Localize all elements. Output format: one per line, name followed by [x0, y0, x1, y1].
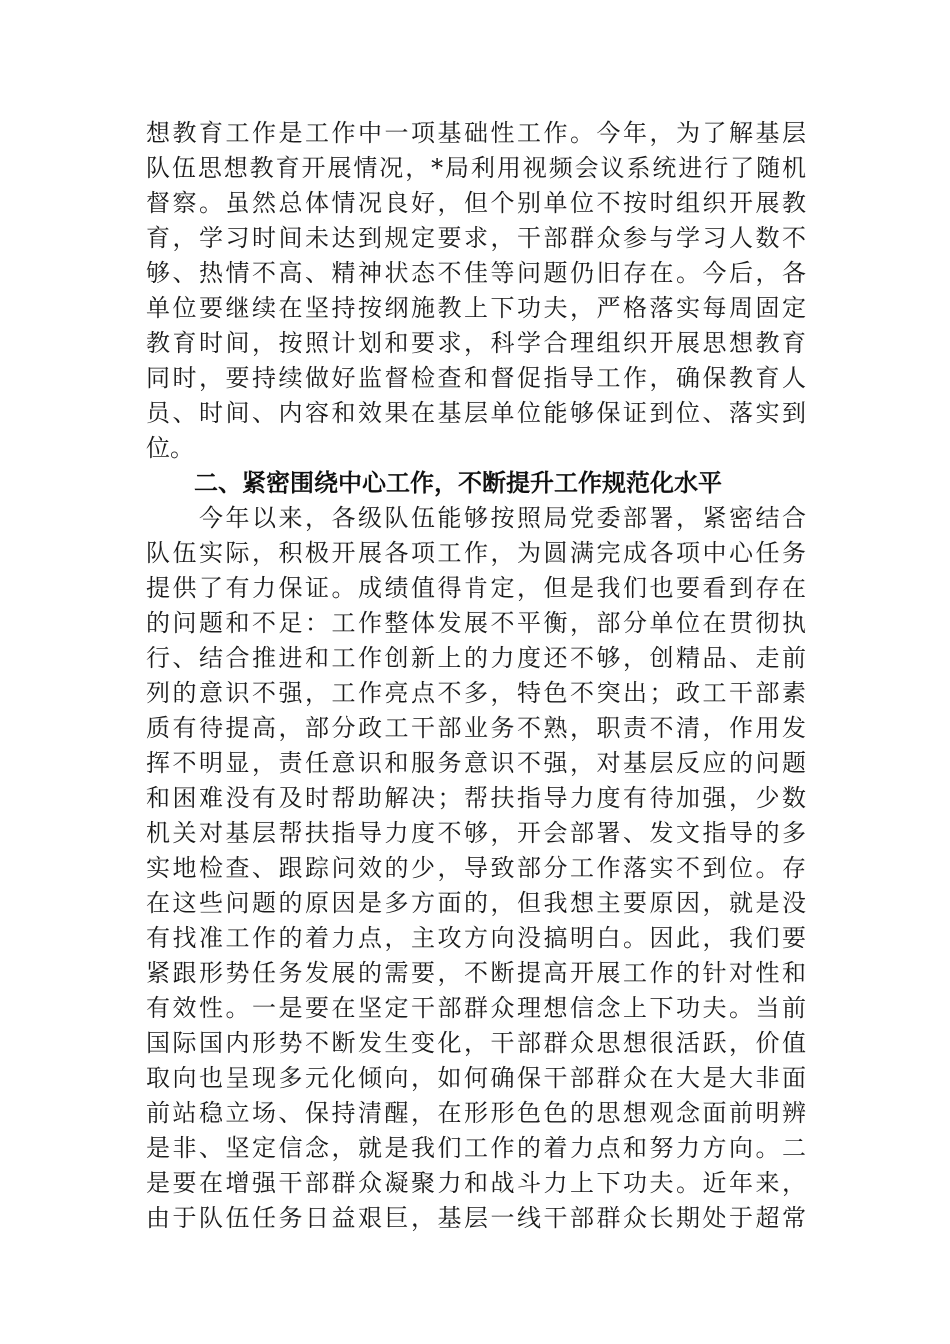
text-line: 挥不明显，责任意识和服务意识不强，对基层反应的问题	[146, 749, 806, 777]
text-line: 的问题和不足：工作整体发展不平衡，部分单位在贯彻执	[146, 609, 806, 637]
text-line: 机关对基层帮扶指导力度不够，开会部署、发文指导的多	[146, 819, 806, 847]
text-line: 在这些问题的原因是多方面的，但我想主要原因，就是没	[146, 889, 806, 917]
text-line: 是非、坚定信念，就是我们工作的着力点和努力方向。二	[146, 1134, 806, 1162]
text-line: 督察。虽然总体情况良好，但个别单位不按时组织开展教	[146, 189, 806, 217]
document-body	[146, 116, 806, 1236]
text-line: 想教育工作是工作中一项基础性工作。今年，为了解基层	[146, 119, 806, 147]
text-line: 单位要继续在坚持按纲施教上下功夫，严格落实每周固定	[146, 294, 806, 322]
text-line: 列的意识不强，工作亮点不多，特色不突出；政工干部素	[146, 679, 806, 707]
text-line: 有效性。一是要在坚定干部群众理想信念上下功夫。当前	[146, 994, 806, 1022]
text-line: 队伍实际，积极开展各项工作，为圆满完成各项中心任务	[146, 539, 806, 567]
text-line: 是要在增强干部群众凝聚力和战斗力上下功夫。近年来，	[146, 1169, 806, 1197]
text-line: 实地检查、跟踪问效的少，导致部分工作落实不到位。存	[146, 854, 806, 882]
section-heading: 二、紧密围绕中心工作，不断提升工作规范化水平	[194, 469, 722, 497]
text-line: 国际国内形势不断发生变化，干部群众思想很活跃，价值	[146, 1029, 806, 1057]
text-line: 今年以来，各级队伍能够按照局党委部署，紧密结合	[146, 504, 806, 532]
text-line: 前站稳立场、保持清醒，在形形色色的思想观念面前明辨	[146, 1099, 806, 1127]
text-line: 由于队伍任务日益艰巨，基层一线干部群众长期处于超常	[146, 1204, 806, 1232]
text-line: 和困难没有及时帮助解决；帮扶指导力度有待加强，少数	[146, 784, 806, 812]
text-line: 队伍思想教育开展情况，*局利用视频会议系统进行了随机	[146, 154, 806, 182]
paragraph-thought-education	[146, 116, 806, 466]
text-line: 教育时间，按照计划和要求，科学合理组织开展思想教育	[146, 329, 806, 357]
text-line: 取向也呈现多元化倾向，如何确保干部群众在大是大非面	[146, 1064, 806, 1092]
text-line: 育，学习时间未达到规定要求，干部群众参与学习人数不	[146, 224, 806, 252]
text-line: 质有待提高，部分政工干部业务不熟，职责不清，作用发	[146, 714, 806, 742]
text-line: 有找准工作的着力点，主攻方向没搞明白。因此，我们要	[146, 924, 806, 952]
text-line: 位。	[146, 434, 194, 462]
text-line: 同时，要持续做好监督检查和督促指导工作，确保教育人	[146, 364, 806, 392]
text-line: 行、结合推进和工作创新上的力度还不够，创精品、走前	[146, 644, 806, 672]
text-line: 员、时间、内容和效果在基层单位能够保证到位、落实到	[146, 399, 806, 427]
text-line: 提供了有力保证。成绩值得肯定，但是我们也要看到存在	[146, 574, 806, 602]
text-line: 够、热情不高、精神状态不佳等问题仍旧存在。今后，各	[146, 259, 806, 287]
text-line: 紧跟形势任务发展的需要，不断提高开展工作的针对性和	[146, 959, 806, 987]
paragraph-central-work	[146, 501, 806, 1236]
